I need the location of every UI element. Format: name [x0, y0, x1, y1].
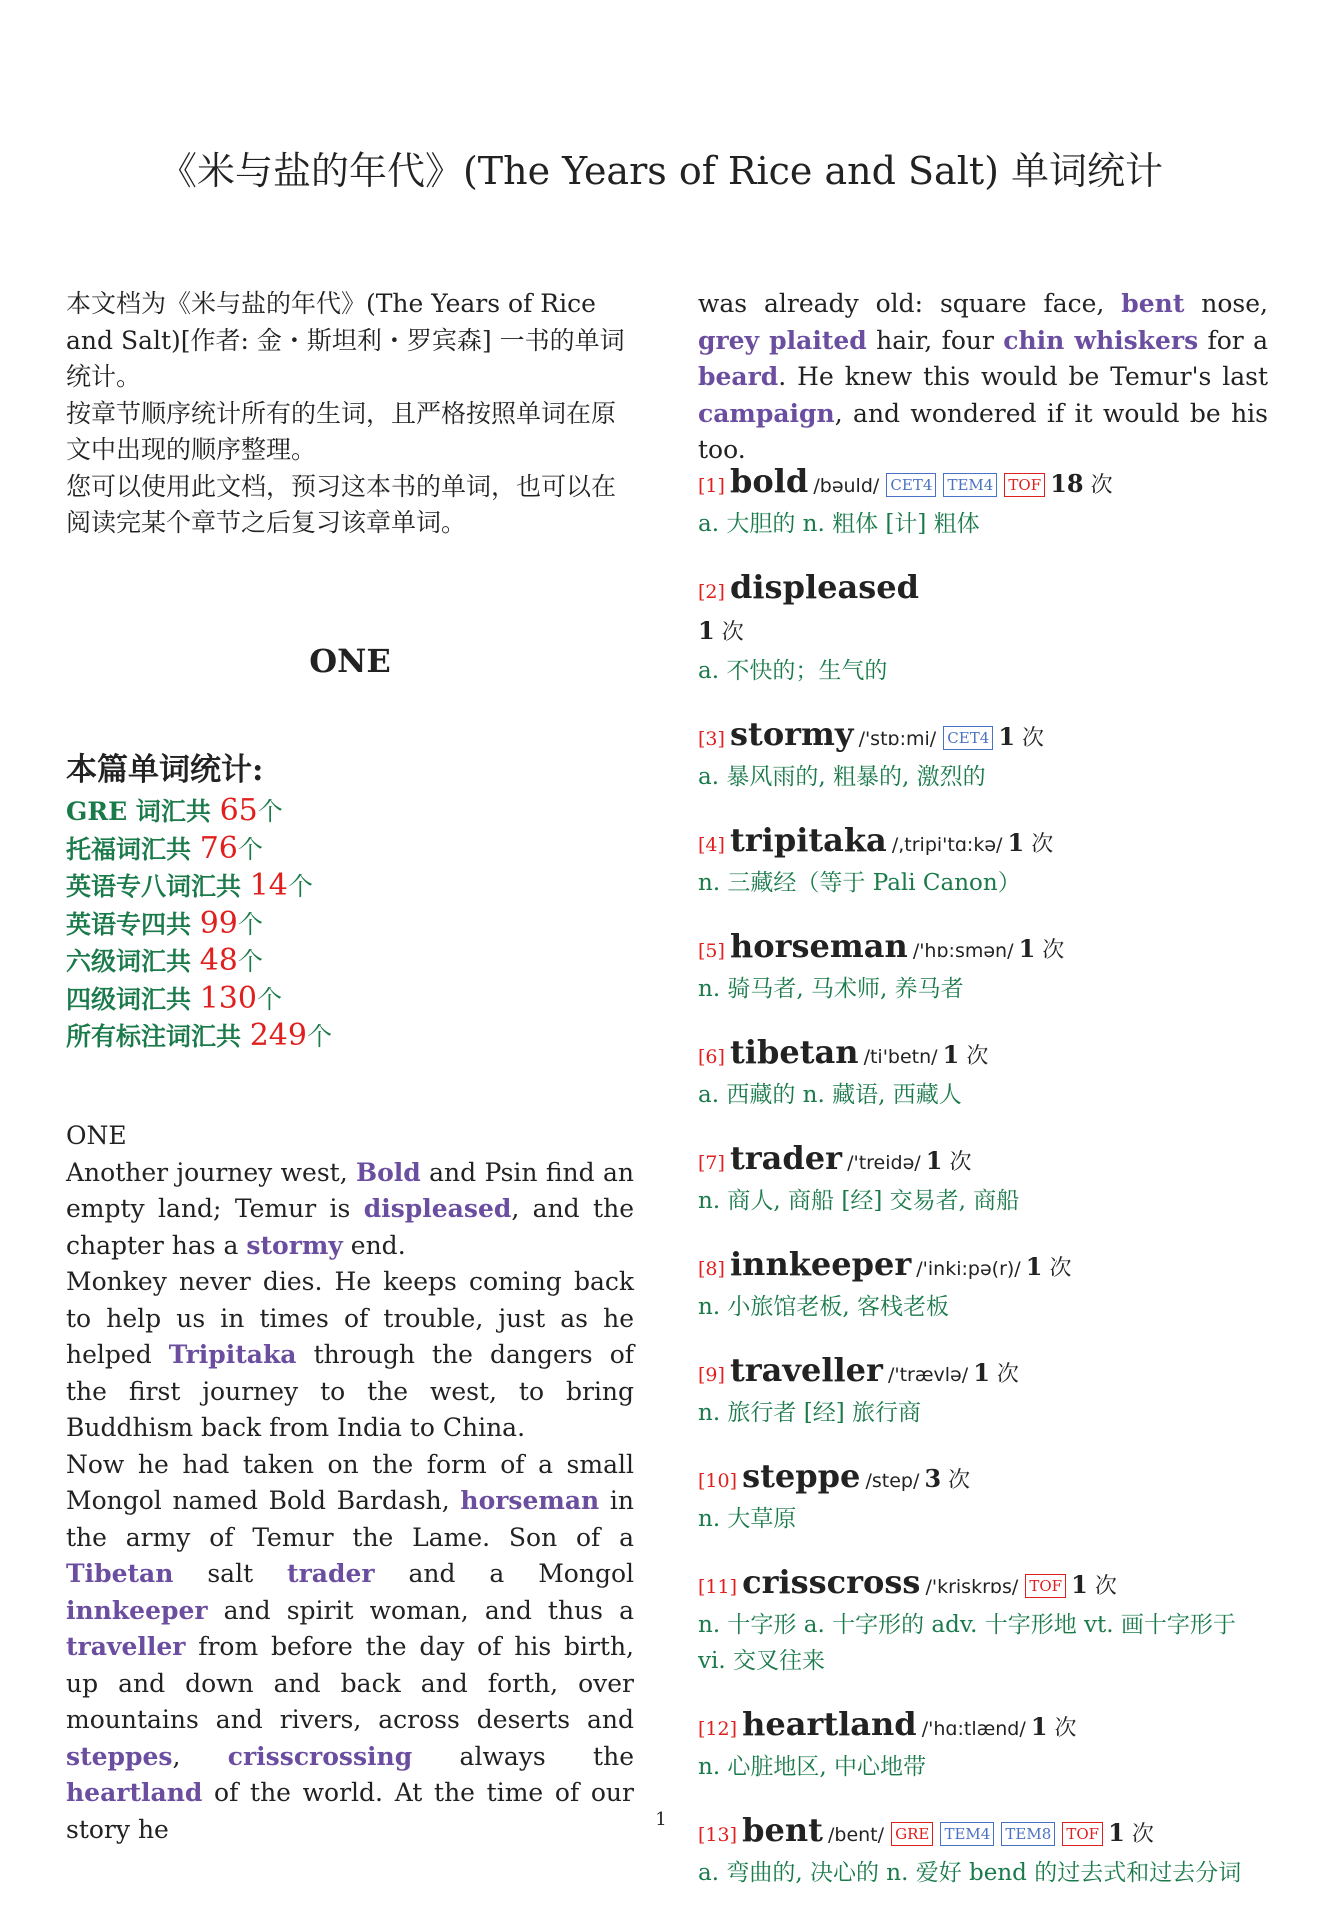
vocab-entry — [698, 1563, 1268, 1679]
stat-row — [66, 831, 634, 869]
highlighted-word: beard — [698, 362, 779, 391]
vocab-entry — [698, 568, 1268, 689]
exam-tag: GRE — [891, 1822, 933, 1846]
passage-heading: ONE — [66, 1121, 127, 1150]
frequency-count: 18 — [1050, 469, 1084, 498]
stat-unit: 个 — [256, 984, 282, 1014]
frequency-count: 1 — [1071, 1570, 1088, 1599]
stat-label: 六级词汇共 — [66, 947, 200, 976]
stat-count: 249 — [249, 1018, 307, 1053]
stat-label: 所有标注词汇共 — [66, 1022, 250, 1051]
stats-title: 本篇单词统计: — [66, 752, 264, 788]
frequency-count: 1 — [925, 1146, 943, 1175]
frequency-count: 1 — [942, 1040, 960, 1069]
stat-unit: 个 — [237, 947, 263, 976]
stat-unit: 个 — [257, 797, 283, 826]
entry-head — [698, 1457, 1268, 1501]
vocab-entry — [698, 462, 1268, 542]
text: Now he had taken on the form of a small Mongol named Bold Bardash, — [66, 1449, 634, 1515]
vocab-list — [698, 462, 1268, 1917]
entry-head — [698, 1139, 1268, 1183]
page-title: 《米与盐的年代》(The Years of Rice and Salt) 单词统计 — [158, 149, 1164, 193]
section-heading: ONE — [309, 642, 391, 680]
frequency-unit: 次 — [989, 1362, 1019, 1387]
stat-row — [66, 943, 634, 981]
entry-phonetic: /step/ — [865, 1470, 920, 1492]
stat-row — [66, 981, 634, 1019]
stat-count: 48 — [199, 943, 238, 978]
stat-unit: 个 — [237, 834, 263, 864]
text: in the army of Temur the Lame. Son of a — [66, 1486, 634, 1552]
highlighted-word: Tibetan — [66, 1559, 174, 1588]
passage-continuation — [698, 286, 1268, 469]
stat-count: 76 — [199, 830, 238, 866]
vocab-entry — [698, 927, 1268, 1007]
frequency — [698, 616, 744, 645]
frequency-unit: 次 — [1083, 473, 1113, 498]
entry-number: [5] — [698, 940, 725, 962]
entry-definition: n. 三藏经（等于 Pali Canon） — [698, 870, 1021, 896]
highlighted-word: campaign — [698, 398, 835, 428]
entry-phonetic: /bəuld/ — [813, 475, 880, 497]
entry-word: bent — [742, 1811, 823, 1849]
frequency-count: 1 — [973, 1358, 990, 1387]
entry-word: stormy — [730, 715, 854, 753]
frequency-unit: 次 — [941, 1468, 971, 1493]
highlighted-word: traveller — [66, 1632, 186, 1661]
entry-number: [11] — [698, 1576, 738, 1598]
frequency — [1025, 1252, 1072, 1281]
stat-label: 四级词汇共 — [66, 984, 200, 1014]
highlighted-word: grey plaited — [698, 325, 867, 355]
frequency — [1050, 469, 1113, 498]
entry-head — [698, 927, 1268, 971]
entry-head — [698, 1351, 1268, 1395]
highlighted-word: chin whiskers — [1003, 325, 1199, 355]
highlighted-word: innkeeper — [66, 1595, 208, 1625]
word-stats — [66, 744, 634, 1056]
vocab-entry — [698, 1245, 1268, 1325]
exam-tag: TOF — [1025, 1574, 1066, 1598]
entry-phonetic: /'kriskrɒs/ — [925, 1576, 1019, 1598]
highlighted-word: heartland — [66, 1778, 203, 1807]
entry-frequency-line — [698, 612, 1268, 653]
text: end. — [342, 1230, 406, 1260]
frequency — [1007, 828, 1054, 857]
entry-phonetic: /'trævlə/ — [887, 1364, 969, 1386]
exam-tag: TOF — [1004, 473, 1045, 497]
entry-phonetic: /bent/ — [827, 1824, 885, 1846]
text: , — [172, 1741, 228, 1771]
frequency — [924, 1464, 971, 1493]
passage-paragraph — [698, 286, 1268, 469]
intro-paragraph: 按章节顺序统计所有的生词，且严格按照单词在原文中出现的顺序整理。 — [66, 398, 617, 464]
entry-head — [698, 715, 1268, 759]
stat-row — [66, 1018, 634, 1056]
passage — [66, 1118, 634, 1848]
vocab-entry — [698, 1033, 1268, 1113]
highlighted-word: crisscrossing — [227, 1741, 413, 1771]
stat-label: 托福词汇共 — [66, 834, 200, 864]
entry-number: [2] — [698, 581, 725, 603]
entry-definition: a. 大胆的 n. 粗体 [计] 粗体 — [698, 511, 980, 537]
entry-phonetic: /'inki:pə(r)/ — [916, 1258, 1021, 1280]
text: for a — [1198, 325, 1268, 355]
entry-head — [698, 1705, 1268, 1749]
text: . He knew this would be Temur's last — [778, 362, 1268, 391]
frequency-unit: 次 — [1124, 1822, 1154, 1847]
entry-definition: n. 大草原 — [698, 1506, 797, 1532]
text: and spirit woman, and thus a — [207, 1595, 634, 1625]
entry-definition: a. 弯曲的, 决心的 n. 爱好 bend 的过去式和过去分词 — [698, 1860, 1242, 1886]
vocab-entry — [698, 1705, 1268, 1785]
entry-phonetic: /'hɑ:tlænd/ — [921, 1718, 1026, 1740]
frequency-count: 1 — [1108, 1818, 1125, 1847]
exam-tag: CET4 — [943, 726, 993, 750]
entry-phonetic: /'treidə/ — [847, 1152, 921, 1174]
entry-definition: a. 西藏的 n. 藏语, 西藏人 — [698, 1082, 962, 1108]
stat-unit: 个 — [287, 872, 313, 901]
frequency-count: 1 — [998, 722, 1016, 751]
intro-block — [66, 286, 634, 542]
entry-definition: a. 不快的；生气的 — [698, 658, 888, 684]
text: and Psin find an empty land; Temur is — [66, 1157, 634, 1223]
entry-definition: n. 心脏地区, 中心地带 — [698, 1754, 927, 1780]
entry-word: traveller — [730, 1351, 883, 1389]
frequency — [1071, 1570, 1117, 1599]
stat-label: 英语专八词汇共 — [66, 872, 250, 901]
frequency — [942, 1040, 989, 1069]
entry-definition: n. 十字形 a. 十字形的 adv. 十字形地 vt. 画十字形于 vi. 交叉往来 — [698, 1612, 1236, 1674]
frequency-unit: 次 — [714, 620, 744, 645]
highlighted-word: stormy — [246, 1230, 343, 1260]
highlighted-word: Bold — [355, 1157, 421, 1187]
highlighted-word: displeased — [363, 1194, 512, 1223]
frequency — [1018, 934, 1065, 963]
stat-row — [66, 906, 634, 944]
entry-definition: n. 商人, 商船 [经] 交易者, 商船 — [698, 1188, 1020, 1214]
stat-count: 99 — [199, 905, 238, 941]
entry-word: steppe — [742, 1457, 861, 1495]
text: nose, — [1184, 289, 1268, 318]
entry-definition: n. 小旅馆老板, 客栈老板 — [698, 1294, 950, 1320]
entry-definition: n. 骑马者, 马术师, 养马者 — [698, 976, 964, 1002]
exam-tag: TEM4 — [943, 473, 997, 497]
highlighted-word: Tripitaka — [168, 1340, 297, 1369]
frequency-count: 1 — [1018, 934, 1036, 963]
vocab-entry — [698, 1139, 1268, 1219]
entry-phonetic: /'hɒ:smən/ — [912, 940, 1014, 962]
passage-paragraph — [66, 1155, 634, 1265]
entry-phonetic: /,tripi'tɑ:kə/ — [891, 834, 1003, 856]
exam-tag: TOF — [1062, 1822, 1103, 1846]
frequency-count: 1 — [698, 616, 715, 645]
vocab-entry — [698, 821, 1268, 901]
text: always the — [412, 1741, 634, 1771]
entry-number: [8] — [698, 1258, 725, 1280]
frequency-count: 3 — [924, 1464, 942, 1493]
entry-definition: a. 暴风雨的, 粗暴的, 激烈的 — [698, 764, 986, 790]
highlighted-word: steppes — [66, 1741, 173, 1771]
entry-word: trader — [730, 1139, 842, 1177]
frequency — [973, 1358, 1019, 1387]
frequency-unit: 次 — [942, 1150, 972, 1175]
stat-label: 英语专四共 — [66, 909, 200, 939]
entry-number: [3] — [698, 728, 725, 750]
stat-row — [66, 868, 634, 906]
passage-paragraph — [66, 1447, 634, 1849]
exam-tag: TEM4 — [940, 1822, 994, 1846]
entry-phonetic: /ti'betn/ — [863, 1046, 938, 1068]
entry-number: [10] — [698, 1470, 738, 1492]
entry-phonetic: /'stɒ:mi/ — [858, 728, 937, 750]
entry-head — [698, 1033, 1268, 1077]
frequency — [998, 722, 1045, 751]
page-number: 1 — [655, 1809, 667, 1830]
entry-word: bold — [730, 462, 809, 500]
frequency-count: 1 — [1030, 1712, 1048, 1741]
frequency-unit: 次 — [1035, 938, 1065, 963]
text: hair, four — [866, 325, 1004, 355]
stat-unit: 个 — [237, 909, 263, 939]
entry-number: [7] — [698, 1152, 725, 1174]
frequency-count: 1 — [1007, 828, 1025, 857]
highlighted-word: horseman — [460, 1486, 600, 1515]
entry-word: horseman — [730, 927, 908, 965]
frequency-unit: 次 — [959, 1044, 989, 1069]
entry-word: innkeeper — [730, 1245, 912, 1283]
entry-word: heartland — [742, 1705, 917, 1743]
frequency-unit: 次 — [1015, 726, 1045, 751]
entry-number: [12] — [698, 1718, 738, 1740]
text: Monkey never dies. He keeps coming back to help us in times of trouble, just as he helped — [66, 1267, 634, 1369]
entry-number: [1] — [698, 475, 725, 497]
text: salt — [173, 1559, 288, 1588]
text: through the dangers of the first journey to the west, to bring Buddhism back from India to China. — [66, 1340, 634, 1442]
vocab-entry — [698, 1351, 1268, 1431]
frequency-unit: 次 — [1087, 1574, 1117, 1599]
entry-number: [4] — [698, 834, 725, 856]
entry-head — [698, 568, 1268, 612]
stat-label: GRE 词汇共 — [66, 797, 220, 826]
intro-paragraph: 您可以使用此文档，预习这本书的单词，也可以在阅读完某个章节之后复习该章单词。 — [66, 471, 617, 537]
highlighted-word: trader — [287, 1559, 375, 1588]
entry-head — [698, 1245, 1268, 1289]
entry-head — [698, 462, 1268, 506]
vocab-entry — [698, 715, 1268, 795]
stat-count: 130 — [199, 980, 257, 1016]
text: , and wondered if it would be his too. — [698, 398, 1268, 464]
passage-paragraph — [66, 1264, 634, 1447]
frequency — [925, 1146, 972, 1175]
exam-tag: TEM8 — [1001, 1822, 1055, 1846]
stat-count: 14 — [249, 868, 288, 903]
frequency-unit: 次 — [1047, 1716, 1077, 1741]
entry-head — [698, 821, 1268, 865]
text: and a Mongol — [374, 1559, 635, 1588]
entry-definition: n. 旅行者 [经] 旅行商 — [698, 1400, 922, 1426]
stat-unit: 个 — [306, 1022, 332, 1051]
frequency-unit: 次 — [1042, 1256, 1072, 1281]
entry-word: tibetan — [730, 1033, 859, 1071]
intro-paragraph: 本文档为《米与盐的年代》(The Years of Rice and Salt)[作者: 金・斯坦利・罗宾森] 一书的单词统计。 — [66, 289, 625, 391]
text: from before the day of his birth, up and down and back and forth, over mountains and rivers, across deserts and — [66, 1632, 634, 1734]
vocab-entry — [698, 1457, 1268, 1537]
exam-tag: CET4 — [886, 473, 936, 497]
text: Another journey west, — [66, 1157, 356, 1187]
entry-head — [698, 1563, 1268, 1607]
frequency — [1030, 1712, 1077, 1741]
entry-word: crisscross — [742, 1563, 921, 1601]
frequency-unit: 次 — [1024, 832, 1054, 857]
entry-word: tripitaka — [730, 821, 887, 859]
entry-number: [6] — [698, 1046, 725, 1068]
stat-row — [66, 793, 634, 831]
entry-number: [9] — [698, 1364, 725, 1386]
frequency-count: 1 — [1025, 1252, 1043, 1281]
text: was already old: square face, — [698, 289, 1122, 318]
text: , and the chapter has a — [66, 1194, 634, 1260]
text: of the world. At the time of our story he — [66, 1778, 634, 1844]
stat-count: 65 — [219, 793, 258, 828]
entry-word: displeased — [730, 568, 919, 606]
entry-number: [13] — [698, 1824, 738, 1846]
highlighted-word: bent — [1121, 289, 1185, 318]
